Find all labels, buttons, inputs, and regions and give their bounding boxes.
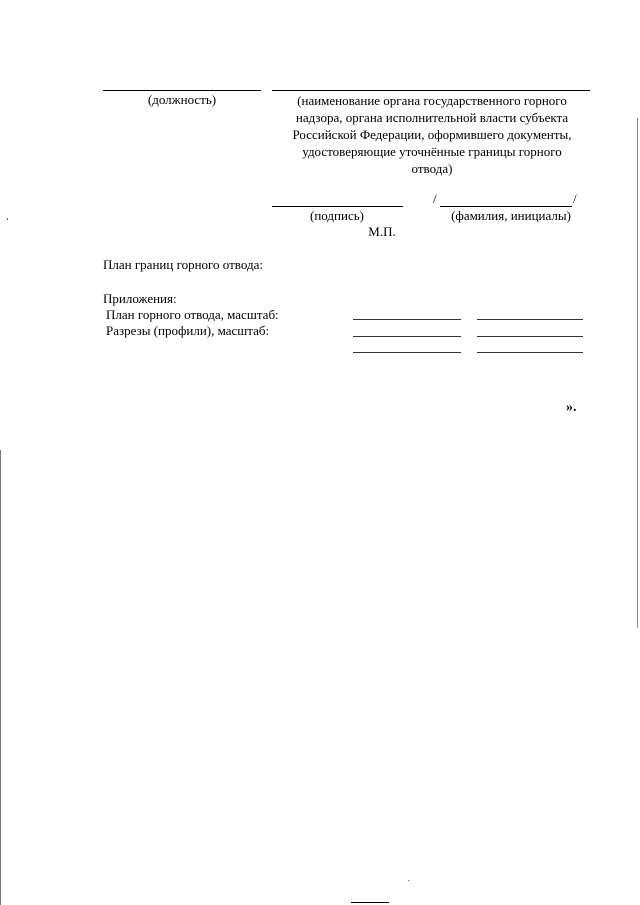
scale-line [353, 336, 461, 337]
attachment-item: План горного отвода, масштаб: [106, 307, 279, 322]
scan-edge-mark [637, 118, 638, 628]
organization-caption-line: удостоверяющие уточнённые границы горного [302, 144, 562, 159]
slash-left: / [433, 191, 437, 206]
plan-heading: План границ горного отвода: [103, 257, 263, 272]
scan-speck [408, 880, 409, 881]
position-line [103, 90, 261, 91]
organization-caption-line: надзора, органа исполнительной власти субъекта [295, 110, 569, 125]
closing-quote: ». [566, 400, 577, 415]
scale-line [353, 352, 461, 353]
organization-caption-line: отвода) [411, 161, 453, 176]
scale-line [353, 319, 461, 320]
attachments-title: Приложения: [103, 291, 177, 306]
name-line [440, 206, 572, 207]
organization-caption-line: (наименование органа государственного горного [297, 93, 567, 108]
page-footer-line [351, 902, 389, 903]
scale-line [477, 336, 583, 337]
organization-line [272, 90, 590, 91]
name-caption: (фамилия, инициалы) [451, 208, 571, 223]
organization-caption [270, 92, 594, 177]
attachment-item: Разрезы (профили), масштаб: [106, 323, 270, 338]
signature-line [272, 206, 403, 207]
stamp-place: М.П. [368, 224, 396, 239]
signature-caption: (подпись) [310, 208, 364, 223]
scan-speck [7, 218, 8, 220]
scale-line [477, 319, 583, 320]
scan-edge-mark [0, 450, 1, 905]
position-caption: (должность) [147, 92, 217, 107]
scale-line [477, 352, 583, 353]
organization-caption-line: Российской Федерации, оформившего документы, [292, 127, 572, 142]
slash-right: / [573, 191, 577, 206]
